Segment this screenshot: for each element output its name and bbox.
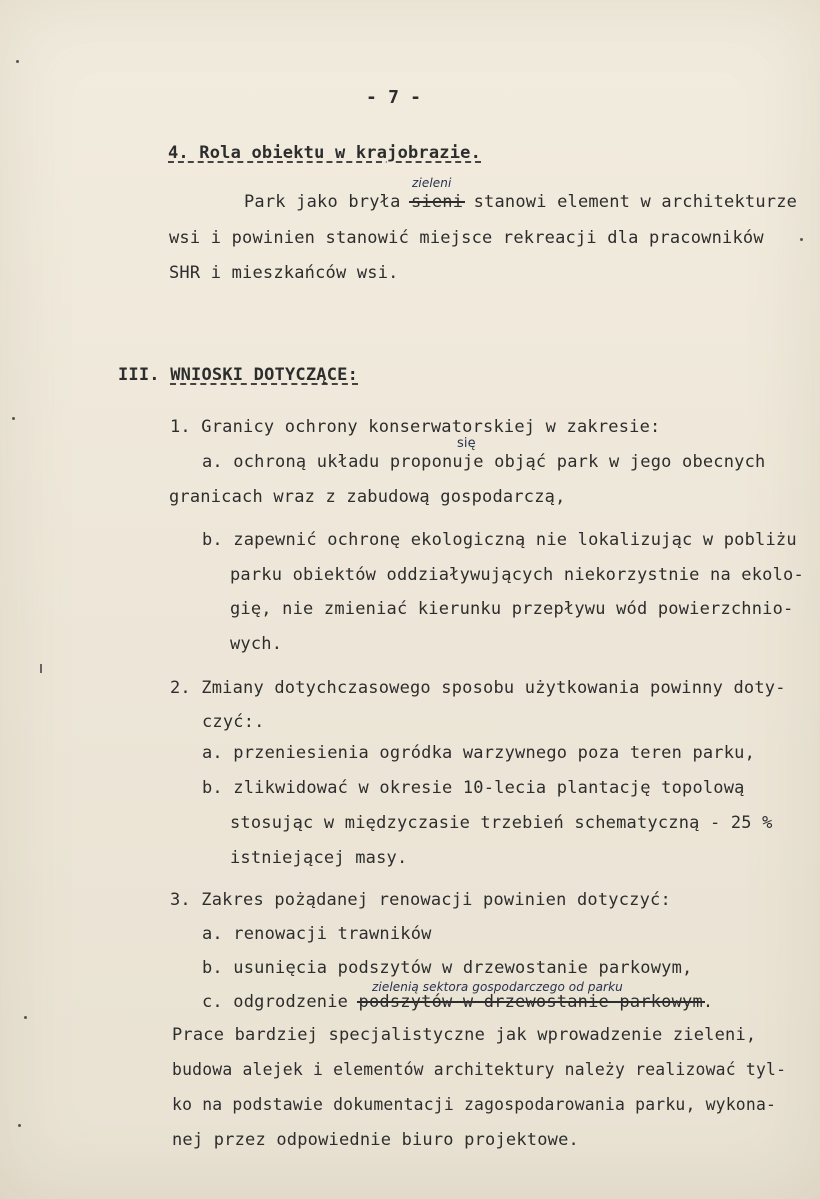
struck-text: sieni — [410, 192, 464, 212]
paragraph-line: ko na podstawie dokumentacji zagospodarowania parku, wykona- — [172, 1095, 777, 1114]
list-item-title: 3. Zakres pożądanej renowacji powinien dotyczyć: — [170, 890, 671, 910]
list-item-line: parku obiektów oddziaływujących niekorzystnie na ekolo- — [230, 565, 804, 585]
section-iii-heading — [118, 365, 358, 385]
margin-dot — [24, 1016, 27, 1019]
list-item-line: stosując w międzyczasie trzebień schematyczną - 25 % — [230, 813, 773, 833]
text-segment: . — [702, 992, 714, 1012]
section-title: WNIOSKI DOTYCZĄCE: — [170, 365, 359, 385]
list-item-title: czyć:. — [202, 712, 265, 732]
margin-dot — [800, 238, 803, 241]
paragraph-line: nej przez odpowiednie biuro projektowe. — [172, 1130, 579, 1150]
list-item-line: b. zlikwidować w okresie 10-lecia plantację topolową — [202, 778, 745, 798]
struck-text: podszytów w drzewostanie parkowym — [358, 992, 703, 1012]
list-item-line: b. usunięcia podszytów w drzewostanie parkowym, — [202, 958, 693, 978]
paragraph-line: Prace bardziej specjalistyczne jak wprowadzenie zieleni, — [172, 1025, 757, 1045]
handwritten-insertion: się — [457, 436, 476, 451]
paragraph-line — [244, 192, 797, 212]
list-item-title: 2. Zmiany dotychczasowego sposobu użytkowania powinny doty- — [170, 678, 786, 698]
margin-dash — [40, 664, 42, 673]
text-segment: c. odgrodzenie — [202, 992, 359, 1012]
list-item-line — [202, 992, 713, 1012]
text-segment: Park jako bryła — [244, 192, 411, 212]
list-item-line: istniejącej masy. — [230, 848, 408, 868]
page-number: - 7 - — [366, 87, 422, 108]
margin-dot — [18, 1124, 21, 1127]
handwritten-insertion: zieleni — [412, 176, 452, 190]
list-item-line: a. przeniesienia ogródka warzywnego poza teren parku, — [202, 743, 756, 763]
list-item-line: granicach wraz z zabudową gospodarczą, — [169, 487, 566, 507]
margin-dot — [12, 417, 15, 420]
section-number: III. — [118, 365, 160, 385]
paragraph-line: budowa alejek i elementów architektury należy realizować tyl- — [172, 1060, 787, 1079]
handwritten-insertion: zielenią sektora gospodarczego od parku — [372, 980, 623, 994]
list-item-line: wych. — [230, 634, 283, 654]
margin-dot — [16, 60, 19, 63]
paragraph-line: wsi i powinien stanowić miejsce rekreacji dla pracowników — [169, 228, 764, 248]
list-item-title: 1. Granicy ochrony konserwatorskiej w zakresie: — [170, 417, 661, 437]
paragraph-line: SHR i mieszkańców wsi. — [169, 263, 399, 283]
list-item-line: a. renowacji trawników — [202, 924, 432, 944]
list-item-line: b. zapewnić ochronę ekologiczną nie lokalizując w pobliżu — [202, 530, 797, 550]
text-segment: stanowi element w architekturze — [463, 192, 798, 212]
section-4-heading: 4. Rola obiektu w krajobrazie. — [168, 143, 482, 163]
list-item-line: a. ochroną układu proponuje objąć park w jego obecnych — [202, 452, 766, 472]
list-item-line: gię, nie zmieniać kierunku przepływu wód powierzchnio- — [230, 599, 794, 619]
